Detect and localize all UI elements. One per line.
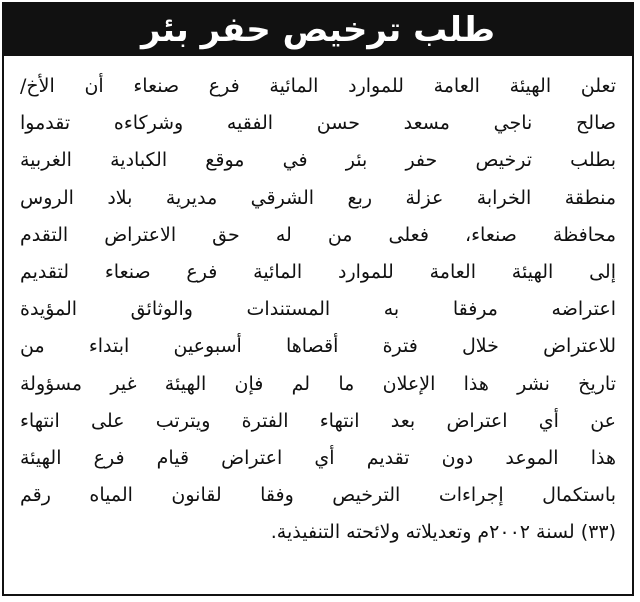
notice-box [2,2,634,596]
notice-line: تاريخ نشر هذا الإعلان ما لم فإن الهيئة غير مسؤولة [20,372,616,395]
notice-line: (٣٣) لسنة ٢٠٠٢م وتعديلاته ولائحته التنفيذية. [270,521,616,544]
notice-line: محافظة صنعاء، فعلى من له حق الاعتراض التقدم [20,223,616,246]
notice-line: بطلب ترخيص حفر بئر في موقع الكبادية الغربية [20,149,616,172]
notice-line: إلى الهيئة العامة للموارد المائية فرع صنعاء لتقديم [20,260,616,283]
notice-line: صالح ناجي مسعد حسن الفقيه وشركاءه تقدموا [20,112,616,135]
notice-line: باستكمال إجراءات الترخيص وفقا لقانون المياه رقم [20,484,616,507]
notice-title: طلب ترخيص حفر بئر [140,10,495,50]
notice-line: منطقة الخرابة عزلة ربع الشرقي مديرية بلاد الروس [20,186,616,209]
title-bar [4,4,632,56]
notice-line: هذا الموعد دون تقديم أي اعتراض قيام فرع الهيئة [20,446,616,469]
notice-line: للاعتراض خلال فترة أقصاها أسبوعين ابتداء من [20,335,616,358]
notice-line: تعلن الهيئة العامة للموارد المائية فرع صنعاء أن الأخ/ [20,75,616,97]
notice-body [20,68,616,551]
notice-line: اعتراضه مرفقا به المستندات والوثائق المؤيدة [20,298,616,321]
notice-line: عن أي اعتراض بعد انتهاء الفترة ويترتب على انتهاء [20,409,616,432]
